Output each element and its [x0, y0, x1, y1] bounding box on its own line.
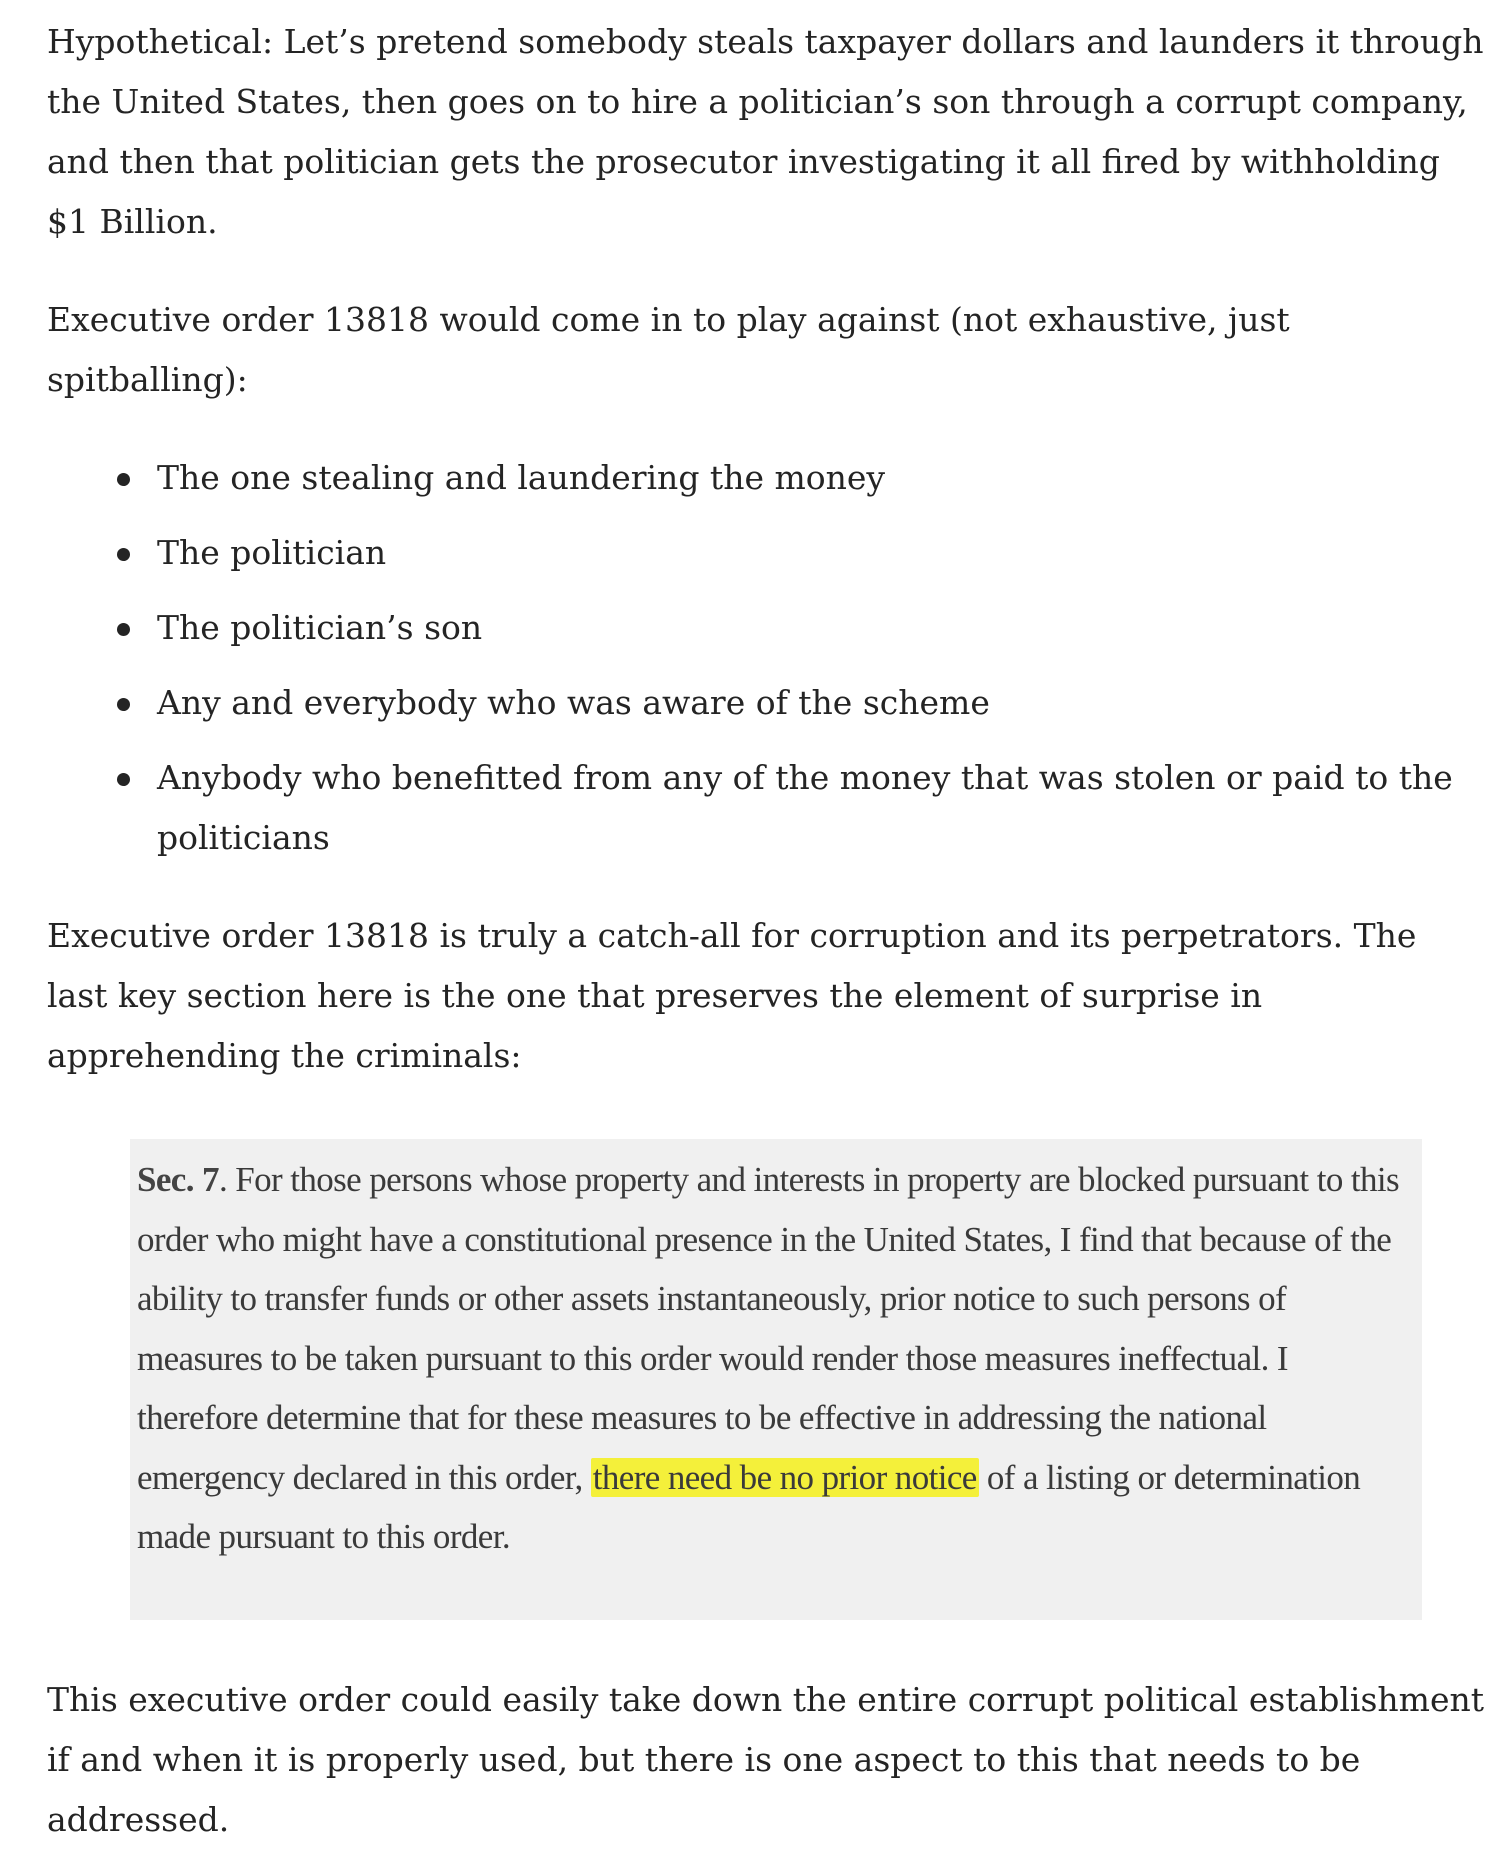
article-body [47, 12, 1487, 1850]
quote-text-after-highlight: of a listing or determination made pursuant to this order. [137, 1457, 1361, 1556]
section-label: Sec. 7 [137, 1160, 219, 1199]
paragraph-conclusion: This executive order could easily take down the entire corrupt political establishment if and when it is properly used, but there is one aspect to this that needs to be addressed. [47, 1680, 1484, 1839]
bullet-icon [117, 773, 130, 786]
highlighted-phrase: there need be no prior notice [592, 1457, 977, 1497]
bullet-list [47, 448, 1487, 868]
list-item [157, 523, 1487, 583]
bullet-icon [117, 473, 130, 486]
list-item [157, 673, 1487, 733]
list-item-text: Anybody who benefitted from any of the money that was stolen or paid to the politicians [157, 758, 1453, 857]
list-item-text: The politician [157, 533, 387, 572]
bullet-icon [117, 698, 130, 711]
bullet-icon [117, 548, 130, 561]
quote-text-before-highlight: . For those persons whose property and interests in property are blocked pursuant to this order who might have a constitutional presence in the United States, I find that because of the ability to transfer funds or other assets instantaneously, prior notice to such persons of measures to be taken pursuant to this order would render those measures ineffectual. I therefore determine that for these measures to be effective in addressing the national emergency declared in this order, [137, 1160, 1400, 1497]
bullet-icon [117, 623, 130, 636]
quoted-section-image [130, 1139, 1422, 1620]
list-item [157, 598, 1487, 658]
paragraph-catch-all: Executive order 13818 is truly a catch-all for corruption and its perpetrators. The last key section here is the one that preserves the element of surprise in apprehending the criminals: [47, 916, 1417, 1075]
list-item [157, 748, 1487, 868]
paragraph-executive-order-intro: Executive order 13818 would come in to play against (not exhaustive, just spitballing): [47, 300, 1290, 399]
list-item-text: The one stealing and laundering the money [157, 458, 886, 497]
paragraph-hypothetical: Hypothetical: Let’s pretend somebody steals taxpayer dollars and launders it through the United States, then goes on to hire a politician’s son through a corrupt company, and then that politician gets the prosecutor investigating it all fired by withholding $1 Billion. [47, 22, 1484, 241]
list-item [157, 448, 1487, 508]
list-item-text: The politician’s son [157, 608, 483, 647]
list-item-text: Any and everybody who was aware of the scheme [157, 683, 990, 722]
